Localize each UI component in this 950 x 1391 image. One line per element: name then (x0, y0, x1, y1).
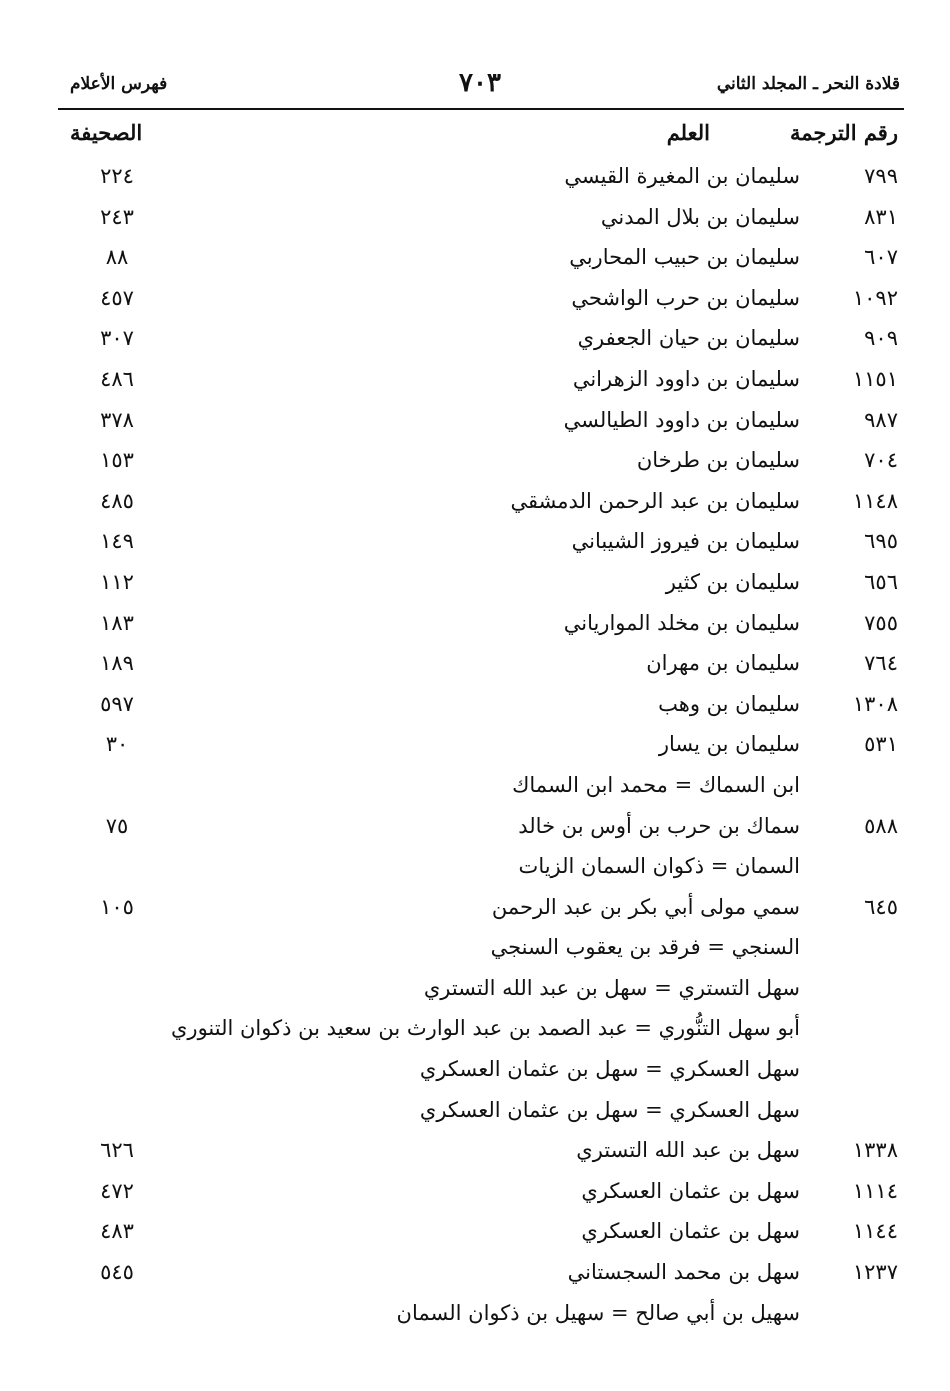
index-entry (0, 404, 950, 445)
entry-name: سليمان بن داوود الطيالسي (563, 407, 800, 432)
entry-name: سليمان بن عبد الرحمن الدمشقي (510, 488, 800, 513)
column-headers (0, 120, 950, 160)
entry-page: ١٠٥ (100, 894, 134, 919)
entry-page: ٧٥ (105, 813, 129, 838)
index-entry (0, 1297, 950, 1338)
section-title: فهرس الأعلام (70, 74, 168, 94)
index-entry (0, 241, 950, 282)
index-entry (0, 728, 950, 769)
entry-number: ٨٣١ (864, 204, 898, 229)
index-entries (0, 160, 950, 1337)
entry-page: ١٥٣ (100, 448, 134, 473)
entry-number: ١١١٤ (852, 1178, 898, 1203)
index-entry (0, 363, 950, 404)
entry-page: ٦٢٦ (100, 1138, 134, 1163)
entry-name: سهل بن محمد السجستاني (567, 1260, 800, 1285)
entry-page: ٤٥٧ (100, 285, 134, 310)
header-rule (58, 108, 904, 110)
entry-number: ٧٦٤ (864, 651, 898, 676)
index-entry (0, 931, 950, 972)
index-entry (0, 972, 950, 1013)
entry-name: سليمان بن وهب (658, 691, 800, 716)
index-entry (0, 160, 950, 201)
index-entry (0, 769, 950, 810)
entry-number: ٩٨٧ (864, 407, 898, 432)
entry-name: سليمان بن فيروز الشيباني (571, 529, 800, 554)
entry-page: ٥٩٧ (100, 691, 134, 716)
entry-name: سليمان بن بلال المدني (600, 204, 800, 229)
entry-name: سهيل بن أبي صالح = سهيل بن ذكوان السمان (396, 1300, 800, 1325)
entry-name: أبو سهل التنُّوري = عبد الصمد بن عبد الوارث بن سعيد بن ذكوان التنوري (171, 1016, 800, 1041)
entry-page: ٤٨٥ (100, 488, 134, 513)
entry-number: ٦٠٧ (864, 245, 898, 270)
entry-name: سليمان بن المغيرة القيسي (564, 164, 800, 188)
column-header-name: العلم (666, 120, 710, 145)
entry-name: سليمان بن مخلد الموارياني (563, 610, 800, 635)
entry-name: سليمان بن يسار (658, 732, 800, 757)
entry-page: ٣٠ (105, 732, 129, 757)
entry-page: ٥٤٥ (100, 1260, 134, 1285)
entry-number: ١١٥١ (852, 366, 898, 391)
entry-number: ٩٠٩ (864, 326, 898, 351)
index-entry (0, 1094, 950, 1135)
entry-name: سليمان بن داوود الزهراني (572, 366, 800, 391)
entry-page: ٤٨٦ (100, 366, 134, 391)
entry-page: ٣٠٧ (100, 326, 134, 351)
entry-name: سليمان بن حبيب المحاربي (569, 245, 800, 270)
entry-number: ٧٥٥ (864, 610, 898, 635)
index-entry (0, 1256, 950, 1297)
entry-number: ٦٥٦ (864, 569, 898, 594)
entry-name: سمي مولى أبي بكر بن عبد الرحمن (491, 894, 800, 919)
index-entry (0, 607, 950, 648)
index-entry (0, 850, 950, 891)
entry-number: ٥٣١ (864, 732, 898, 757)
entry-page: ١٨٣ (100, 610, 134, 635)
entry-name: سهل العسكري = سهل بن عثمان العسكري (419, 1057, 800, 1082)
entry-name: السمان = ذكوان السمان الزيات (518, 854, 800, 879)
index-entry (0, 1134, 950, 1175)
entry-number: ٧٠٤ (864, 448, 898, 473)
entry-page: ٢٤٣ (100, 204, 134, 229)
entry-name: سهل بن عثمان العسكري (581, 1178, 800, 1203)
entry-page: ٢٢٤ (100, 164, 134, 188)
entry-number: ١٢٣٧ (852, 1260, 898, 1285)
entry-number: ١١٤٨ (852, 488, 898, 513)
entry-number: ١١٤٤ (852, 1219, 898, 1244)
entry-page: ٤٨٣ (100, 1219, 134, 1244)
index-entry (0, 566, 950, 607)
index-entry (0, 444, 950, 485)
entry-name: سهل بن عثمان العسكري (581, 1219, 800, 1244)
index-entry (0, 322, 950, 363)
entry-number: ١٣٣٨ (852, 1138, 898, 1163)
entry-page: ٤٧٢ (100, 1178, 134, 1203)
entry-page: ١٨٩ (100, 651, 134, 676)
entry-number: ٦٩٥ (864, 529, 898, 554)
index-entry (0, 810, 950, 851)
index-entry (0, 1012, 950, 1053)
entry-number: ١٠٩٢ (852, 285, 898, 310)
entry-page: ١٤٩ (100, 529, 134, 554)
column-header-number: رقم الترجمة (789, 120, 898, 145)
entry-number: ١٣٠٨ (852, 691, 898, 716)
entry-name: سليمان بن مهران (646, 651, 800, 676)
index-entry (0, 282, 950, 323)
entry-name: السنجي = فرقد بن يعقوب السنجي (490, 935, 800, 960)
index-entry (0, 525, 950, 566)
entry-name: ابن السماك = محمد ابن السماك (512, 772, 800, 797)
entry-number: ٧٩٩ (864, 164, 898, 188)
entry-name: سهل العسكري = سهل بن عثمان العسكري (419, 1097, 800, 1122)
running-head (60, 68, 900, 104)
index-entry (0, 891, 950, 932)
entry-name: سليمان بن كثير (665, 569, 800, 594)
entry-name: سهل التستري = سهل بن عبد الله التستري (423, 975, 800, 1000)
index-entry (0, 688, 950, 729)
entry-number: ٦٤٥ (864, 894, 898, 919)
entry-name: سليمان بن حيان الجعفري (577, 326, 800, 351)
entry-page: ٣٧٨ (100, 407, 134, 432)
index-entry (0, 1053, 950, 1094)
entry-number: ٥٨٨ (864, 813, 898, 838)
entry-name: سهل بن عبد الله التستري (576, 1138, 800, 1163)
entry-page: ٨٨ (105, 245, 129, 270)
entry-page: ١١٢ (100, 569, 134, 594)
index-entry (0, 647, 950, 688)
entry-name: سماك بن حرب بن أوس بن خالد (518, 813, 800, 838)
index-entry (0, 201, 950, 242)
index-entry (0, 1215, 950, 1256)
entry-name: سليمان بن طرخان (636, 448, 800, 473)
index-entry (0, 485, 950, 526)
page-number: ٧٠٣ (459, 68, 501, 98)
book-title: قلادة النحر ـ المجلد الثاني (716, 74, 900, 94)
index-entry (0, 1175, 950, 1216)
entry-name: سليمان بن حرب الواشحي (571, 285, 800, 310)
column-header-page: الصحيفة (70, 120, 143, 145)
